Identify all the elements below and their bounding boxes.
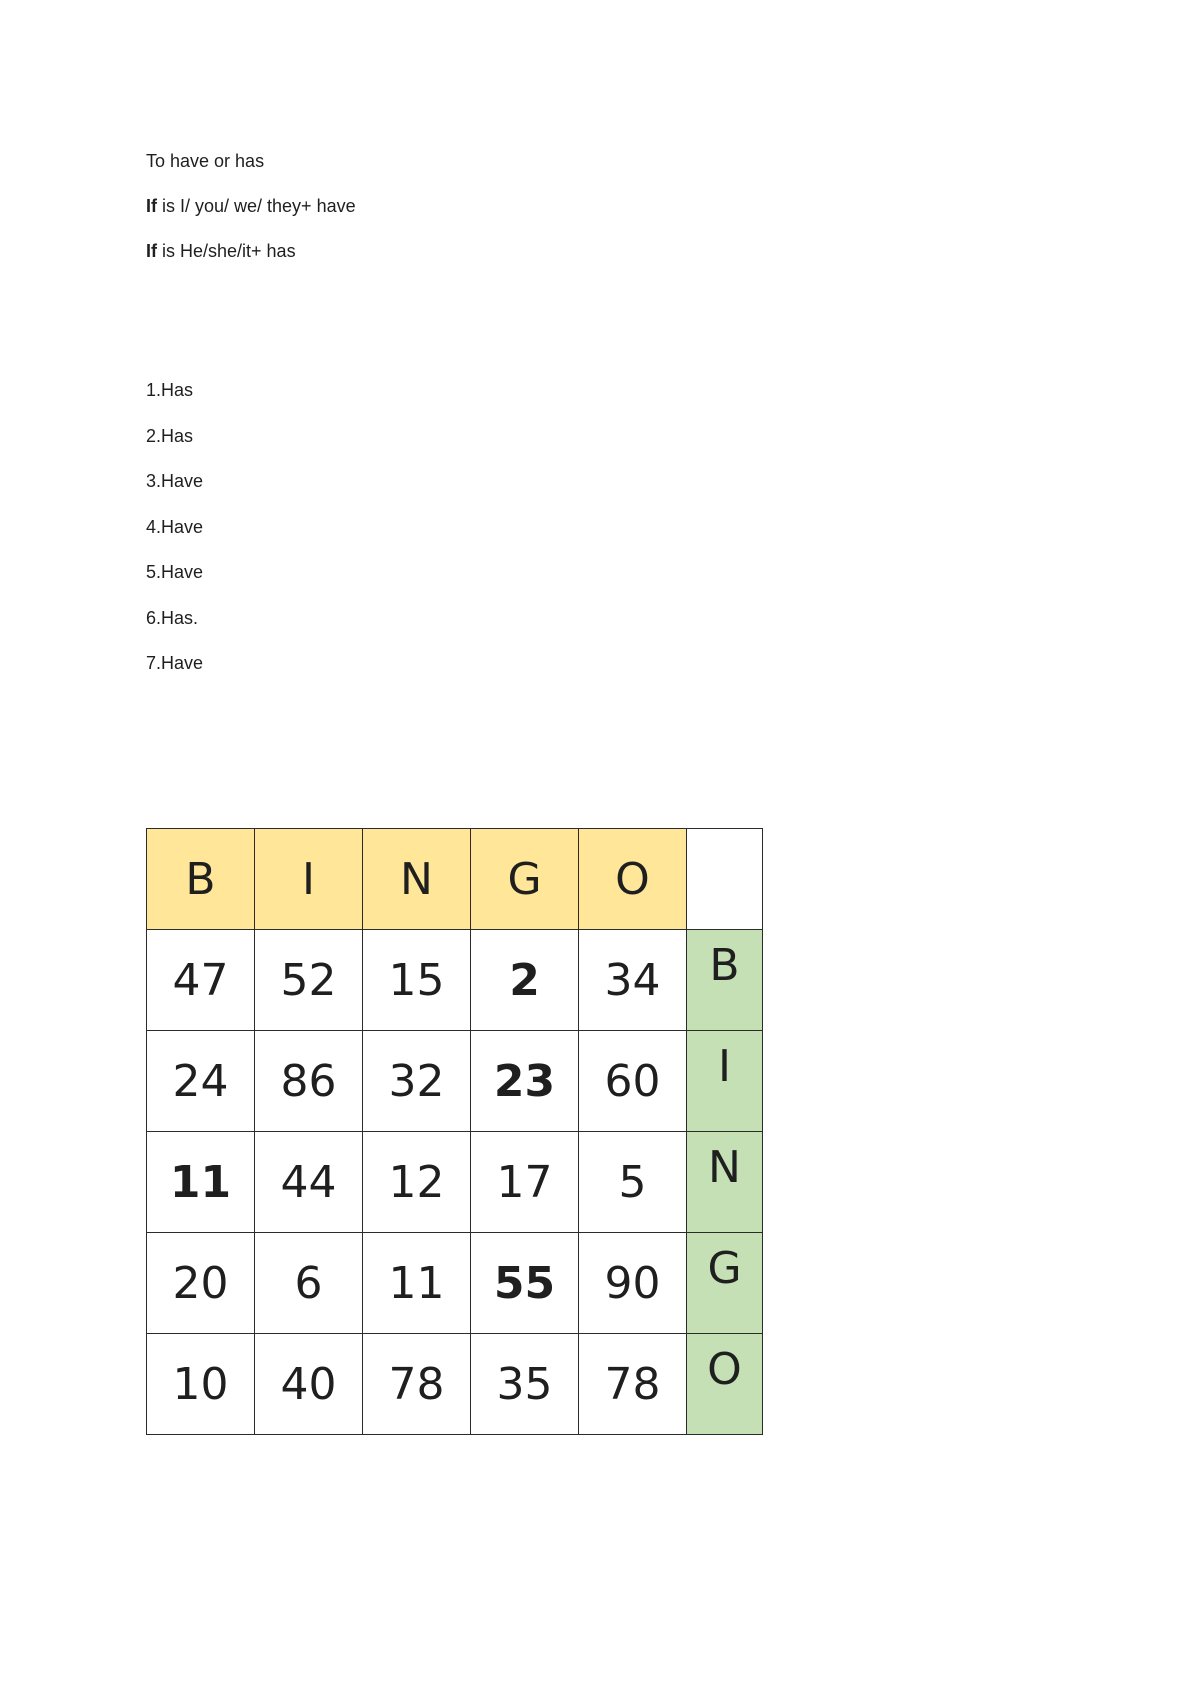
bingo-header-row xyxy=(147,829,763,930)
bingo-side-letter: N xyxy=(687,1132,763,1233)
bingo-number-cell: 10 xyxy=(147,1334,255,1435)
bingo-row xyxy=(147,1031,763,1132)
bingo-number-cell: 78 xyxy=(579,1334,687,1435)
bingo-header-cell: G xyxy=(471,829,579,930)
bingo-number-cell: 24 xyxy=(147,1031,255,1132)
bingo-corner-cell xyxy=(687,829,763,930)
rule-plural-text: is I/ you/ we/ they+ have xyxy=(157,196,356,216)
bingo-number-cell: 23 xyxy=(471,1031,579,1132)
bingo-number-cell: 90 xyxy=(579,1233,687,1334)
bingo-number-cell: 20 xyxy=(147,1233,255,1334)
bingo-number-cell: 40 xyxy=(255,1334,363,1435)
bingo-header-cell: B xyxy=(147,829,255,930)
bingo-side-letter: G xyxy=(687,1233,763,1334)
bingo-header-cell: I xyxy=(255,829,363,930)
bingo-number-cell: 5 xyxy=(579,1132,687,1233)
answer-item: 7.Have xyxy=(146,653,204,673)
rule-singular-if: If xyxy=(146,241,157,261)
bingo-row xyxy=(147,1233,763,1334)
bingo-number-cell: 11 xyxy=(363,1233,471,1334)
rule-plural-if: If xyxy=(146,196,157,216)
bingo-side-letter: O xyxy=(687,1334,763,1435)
bingo-row xyxy=(147,1334,763,1435)
bingo-number-cell: 17 xyxy=(471,1132,579,1233)
bingo-number-cell: 78 xyxy=(363,1334,471,1435)
bingo-number-cell: 6 xyxy=(255,1233,363,1334)
bingo-row xyxy=(147,930,763,1031)
answer-item: 5.Have xyxy=(146,562,204,582)
bingo-header-cell: O xyxy=(579,829,687,930)
bingo-number-cell: 34 xyxy=(579,930,687,1031)
bingo-card xyxy=(146,828,763,1435)
answers-list xyxy=(146,379,203,698)
bingo-number-cell: 12 xyxy=(363,1132,471,1233)
bingo-number-cell: 32 xyxy=(363,1031,471,1132)
bingo-number-cell: 11 xyxy=(147,1132,255,1233)
bingo-number-cell: 86 xyxy=(255,1031,363,1132)
rule-plural xyxy=(146,195,356,217)
answer-item: 4.Have xyxy=(146,516,204,537)
intro-section xyxy=(146,150,356,285)
answer-item: 6.Has. xyxy=(146,607,199,628)
bingo-number-cell: 44 xyxy=(255,1132,363,1233)
bingo-number-cell: 15 xyxy=(363,930,471,1031)
answer-item: 1.Has xyxy=(146,380,194,400)
answer-item: 2.Has xyxy=(146,425,194,446)
rule-singular-text: is He/she/it+ has xyxy=(157,241,296,261)
bingo-header-cell: N xyxy=(363,829,471,930)
bingo-number-cell: 60 xyxy=(579,1031,687,1132)
bingo-side-letter: I xyxy=(687,1031,763,1132)
answer-item: 3.Have xyxy=(146,471,204,491)
bingo-row xyxy=(147,1132,763,1233)
bingo-number-cell: 2 xyxy=(471,930,579,1031)
bingo-side-letter: B xyxy=(687,930,763,1031)
bingo-number-cell: 47 xyxy=(147,930,255,1031)
rule-singular xyxy=(146,240,356,262)
bingo-number-cell: 35 xyxy=(471,1334,579,1435)
intro-title: To have or has xyxy=(146,151,265,171)
bingo-number-cell: 55 xyxy=(471,1233,579,1334)
bingo-number-cell: 52 xyxy=(255,930,363,1031)
